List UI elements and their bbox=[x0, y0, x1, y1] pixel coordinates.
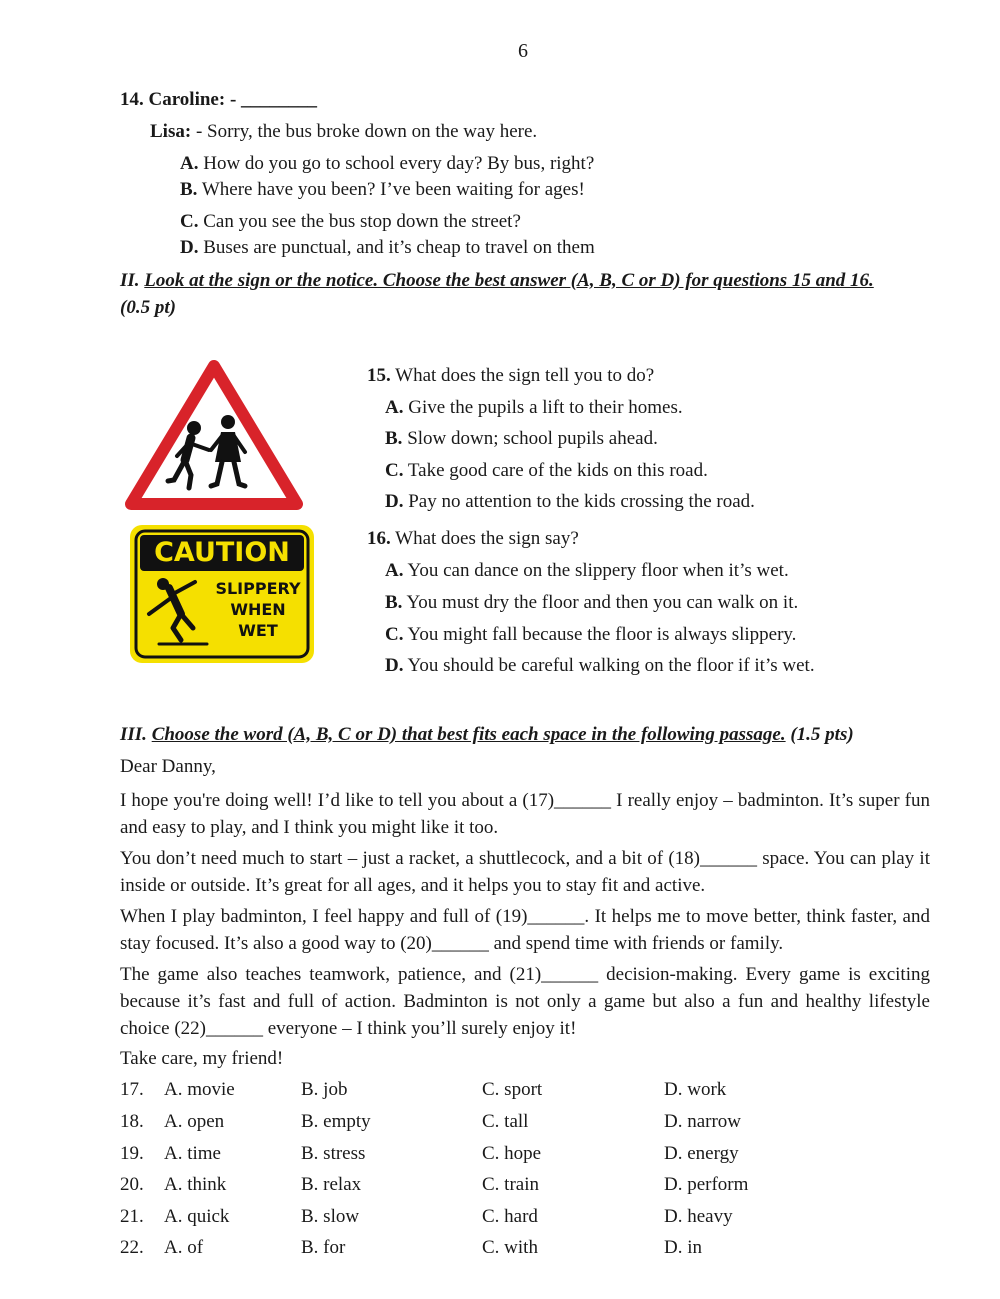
answer-number: 19. bbox=[120, 1143, 144, 1164]
answer-row bbox=[120, 1111, 820, 1137]
q15-question bbox=[367, 365, 654, 387]
answer-option-d[interactable]: D. in bbox=[664, 1237, 702, 1258]
answer-option-c[interactable]: C. tall bbox=[482, 1111, 529, 1132]
answer-option-a[interactable]: A. quick bbox=[164, 1206, 230, 1227]
answer-row bbox=[120, 1237, 820, 1263]
caution-title: CAUTION bbox=[154, 537, 290, 568]
caution-line: SLIPPERY bbox=[215, 579, 301, 598]
option-letter: B. bbox=[385, 592, 403, 613]
option-letter: C. bbox=[385, 460, 404, 481]
q15-option-a[interactable] bbox=[385, 397, 683, 419]
q14-prompt-line bbox=[120, 89, 317, 111]
option-letter: D. bbox=[385, 655, 404, 676]
q14-lisa-line bbox=[150, 121, 537, 143]
option-text: Give the pupils a lift to their homes. bbox=[403, 397, 683, 418]
option-letter: D. bbox=[385, 491, 404, 512]
q15-option-c[interactable] bbox=[385, 460, 708, 482]
q16-option-a[interactable] bbox=[385, 560, 789, 582]
answer-option-a[interactable]: A. movie bbox=[164, 1079, 235, 1100]
q14-option-c[interactable] bbox=[180, 211, 521, 233]
school-children-sign bbox=[125, 360, 303, 512]
q16-number: 16. bbox=[367, 528, 391, 549]
letter-paragraph: When I play badminton, I feel happy and full of (19)______. It helps me to move better, think faster, and stay focused. It’s also a good way to (20)______ and spend time with friends or family. bbox=[120, 906, 930, 954]
answer-option-d[interactable]: D. heavy bbox=[664, 1206, 733, 1227]
answer-option-b[interactable]: B. job bbox=[301, 1079, 348, 1100]
option-text: Can you see the bus stop down the street? bbox=[198, 211, 521, 232]
q14-option-a[interactable] bbox=[180, 153, 594, 175]
q16-option-b[interactable] bbox=[385, 592, 798, 614]
q16-question bbox=[367, 528, 579, 550]
answer-option-b[interactable]: B. for bbox=[301, 1237, 346, 1258]
option-letter: D. bbox=[180, 237, 199, 258]
section2-number: II. bbox=[120, 270, 145, 291]
section3-title: Choose the word (A, B, C or D) that best fits each space in the following passage. bbox=[151, 724, 786, 745]
letter-paragraph: The game also teaches teamwork, patience, and (21)______ decision-making. Every game is exciting because it’s fast and full of action. Badminton is not only a game but also a fun and healthy lifestyle choice (22)______ everyone – I think you’ll surely enjoy it! bbox=[120, 964, 930, 1039]
option-text: Slow down; school pupils ahead. bbox=[402, 428, 658, 449]
q14-blank: - ________ bbox=[225, 89, 318, 110]
caution-message bbox=[215, 578, 301, 641]
answer-option-b[interactable]: B. stress bbox=[301, 1143, 366, 1164]
answer-option-a[interactable]: A. think bbox=[164, 1174, 227, 1195]
q14-option-b[interactable] bbox=[180, 179, 585, 201]
option-letter: A. bbox=[180, 153, 199, 174]
answer-option-b[interactable]: B. empty bbox=[301, 1111, 371, 1132]
answer-row bbox=[120, 1143, 820, 1169]
option-text: Pay no attention to the kids crossing the road. bbox=[403, 491, 755, 512]
answer-number: 18. bbox=[120, 1111, 144, 1132]
section2-heading bbox=[120, 270, 874, 292]
option-letter: C. bbox=[180, 211, 199, 232]
option-letter: C. bbox=[385, 624, 404, 645]
q14-speaker-lisa: Lisa: bbox=[150, 121, 192, 142]
option-text: You might fall because the floor is always slippery. bbox=[403, 624, 797, 645]
answer-option-d[interactable]: D. perform bbox=[664, 1174, 749, 1195]
answer-option-c[interactable]: C. hope bbox=[482, 1143, 542, 1164]
q16-option-c[interactable] bbox=[385, 624, 796, 646]
section2-points: (0.5 pt) bbox=[120, 297, 176, 318]
q14-option-d[interactable] bbox=[180, 237, 595, 259]
q16-text: What does the sign say? bbox=[390, 528, 579, 549]
section3-heading bbox=[120, 724, 854, 746]
option-text: You must dry the floor and then you can walk on it. bbox=[402, 592, 799, 613]
answer-option-b[interactable]: B. slow bbox=[301, 1206, 360, 1227]
answer-row bbox=[120, 1079, 820, 1105]
answer-option-d[interactable]: D. work bbox=[664, 1079, 727, 1100]
option-letter: B. bbox=[180, 179, 198, 200]
section3-points: (1.5 pts) bbox=[785, 724, 854, 745]
answer-option-c[interactable]: C. train bbox=[482, 1174, 539, 1195]
q15-option-b[interactable] bbox=[385, 428, 658, 450]
answer-row bbox=[120, 1174, 820, 1200]
option-letter: B. bbox=[385, 428, 403, 449]
answer-number: 20. bbox=[120, 1174, 144, 1195]
answer-option-a[interactable]: A. time bbox=[164, 1143, 221, 1164]
answer-number: 17. bbox=[120, 1079, 144, 1100]
q16-option-d[interactable] bbox=[385, 655, 815, 677]
option-letter: A. bbox=[385, 560, 404, 581]
letter-paragraph: You don’t need much to start – just a racket, a shuttlecock, and a bit of (18)______ space. You can play it inside or outside. It’s great for all ages, and it helps you to stay fit and active. bbox=[120, 848, 930, 896]
section3-number: III. bbox=[120, 724, 152, 745]
page-number: 6 bbox=[518, 40, 528, 62]
caution-line: WET bbox=[238, 621, 278, 640]
q14-lisa-text: - Sorry, the bus broke down on the way here. bbox=[191, 121, 538, 142]
q15-number: 15. bbox=[367, 365, 391, 386]
option-text: Where have you been? I’ve been waiting for ages! bbox=[197, 179, 585, 200]
option-text: Buses are punctual, and it’s cheap to travel on them bbox=[198, 237, 595, 258]
option-text: Take good care of the kids on this road. bbox=[403, 460, 708, 481]
answer-option-d[interactable]: D. narrow bbox=[664, 1111, 742, 1132]
option-letter: A. bbox=[385, 397, 404, 418]
answer-row bbox=[120, 1206, 820, 1232]
option-text: You should be careful walking on the floor if it’s wet. bbox=[403, 655, 815, 676]
answer-option-c[interactable]: C. hard bbox=[482, 1206, 538, 1227]
letter-closing: Take care, my friend! bbox=[120, 1048, 284, 1069]
answer-number: 21. bbox=[120, 1206, 144, 1227]
answer-option-d[interactable]: D. energy bbox=[664, 1143, 739, 1164]
q15-text: What does the sign tell you to do? bbox=[390, 365, 655, 386]
answer-option-b[interactable]: B. relax bbox=[301, 1174, 362, 1195]
answer-option-a[interactable]: A. of bbox=[164, 1237, 204, 1258]
option-text: You can dance on the slippery floor when it’s wet. bbox=[403, 560, 789, 581]
q15-option-d[interactable] bbox=[385, 491, 755, 513]
answer-option-a[interactable]: A. open bbox=[164, 1111, 225, 1132]
letter-paragraph: I hope you're doing well! I’d like to tell you about a (17)______ I really enjoy – badminton. It’s super fun and easy to play, and I think you might like it too. bbox=[120, 790, 930, 838]
option-text: How do you go to school every day? By bus, right? bbox=[198, 153, 595, 174]
letter-greeting: Dear Danny, bbox=[120, 756, 216, 777]
section2-title: Look at the sign or the notice. Choose the best answer (A, B, C or D) for questions 15 and 16. bbox=[144, 270, 874, 291]
q14-speaker-caroline: 14. Caroline: bbox=[120, 89, 226, 110]
caution-slippery-sign bbox=[129, 524, 315, 664]
answer-number: 22. bbox=[120, 1237, 144, 1258]
answer-option-c[interactable]: C. with bbox=[482, 1237, 538, 1258]
caution-line: WHEN bbox=[230, 600, 286, 619]
answer-option-c[interactable]: C. sport bbox=[482, 1079, 543, 1100]
